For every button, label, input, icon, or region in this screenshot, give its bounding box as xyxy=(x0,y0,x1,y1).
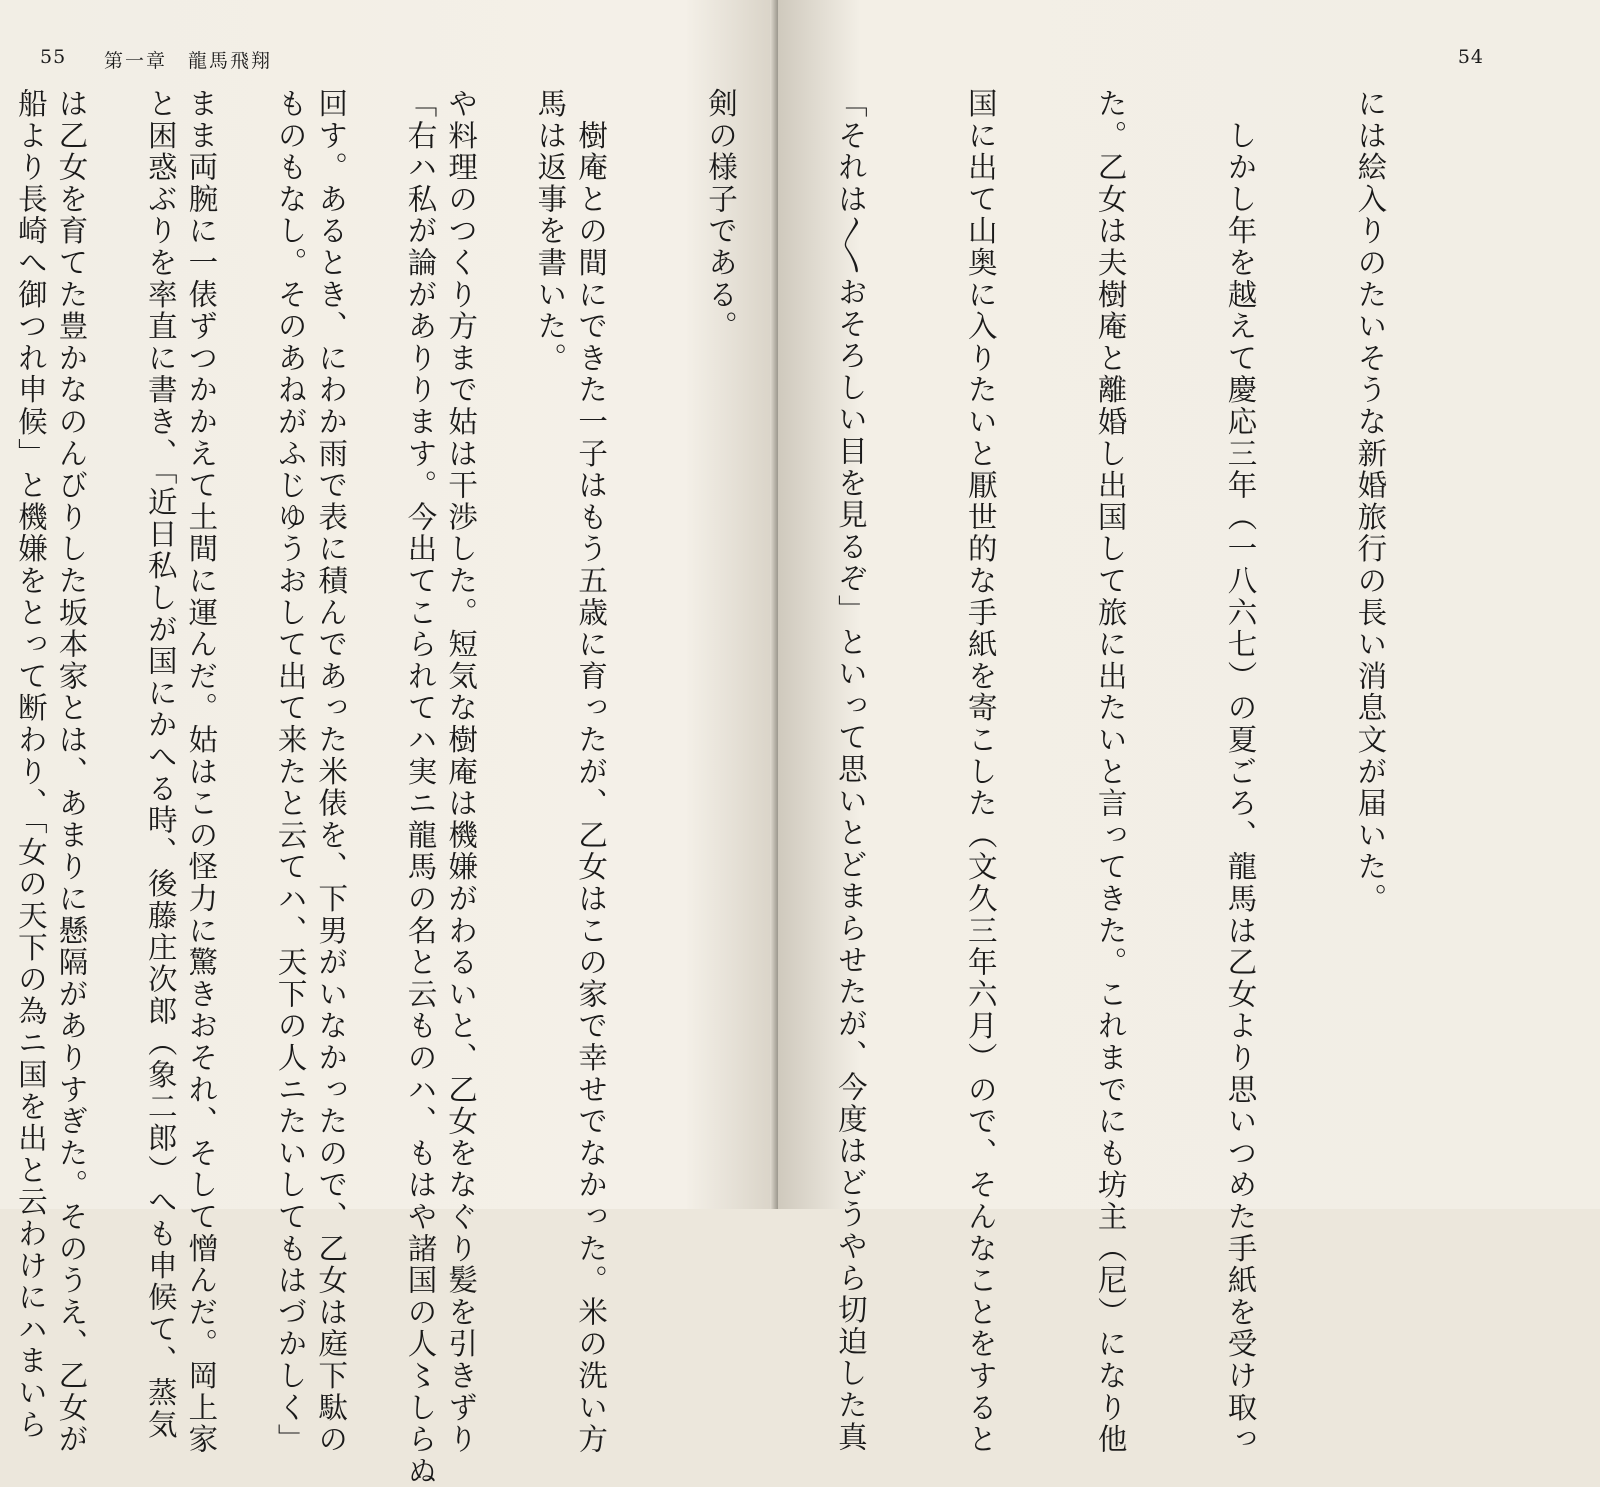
text-line: 馬は返事を書いた。 xyxy=(533,88,568,375)
text-line: 剣の様子である。 xyxy=(703,88,738,343)
text-line: 回す。あるとき、にわか雨で表に積んであった米俵を、下男がいなかったので、乙女は庭下駄の xyxy=(314,88,349,1456)
text-line: ものもなし。そのあねがふじゆうおして出て来たと云てハ、天下の人ニたいしてもはづかしく」 xyxy=(273,88,308,1456)
page-number: 54 xyxy=(1457,46,1484,68)
text-line: 国に出て山奥に入りたいと厭世的な手紙を寄こした（文久三年六月）ので、そんなことをすると xyxy=(963,88,998,1456)
page-number: 55 xyxy=(40,46,67,68)
text-line: 「それは〳〵おそろしい目を見るぞ」といって思いとどまらせたが、今度はどうやら切迫した真 xyxy=(833,88,868,1454)
text-line: は乙女を育てた豊かなのんびりした坂本家とは、あまりに懸隔がありすぎた。そのうえ、乙女が xyxy=(54,88,89,1456)
text-line: た。乙女は夫樹庵と離婚し出国して旅に出たいと言ってきた。これまでにも坊主（尼）になり他 xyxy=(1093,88,1128,1456)
text-line: には絵入りのたいそうな新婚旅行の長い消息文が届いた。 xyxy=(1353,88,1388,915)
text-line: 樹庵との間にできた一子はもう五歳に育ったが、乙女はこの家で幸せでなかった。米の洗い方 xyxy=(574,88,609,1456)
running-head: 第一章 龍馬飛翔 xyxy=(104,50,273,72)
text-line: と困惑ぶりを率直に書き、「近日私しが国にかへる時、後藤庄次郎（象二郎）へも申候て、蒸気 xyxy=(143,88,178,1441)
text-line: しかし年を越えて慶応三年（一八六七）の夏ごろ、龍馬は乙女より思いつめた手紙を受け取っ xyxy=(1223,88,1258,1456)
text-line: 「右ハ私が論がありります。今出てこられてハ実ニ龍馬の名と云ものハ、もはや諸国の人〻しらぬ xyxy=(403,88,438,1487)
text-line: や料理のつくり方まで姑は干渉した。短気な樹庵は機嫌がわるいと、乙女をなぐり髪を引きずり xyxy=(444,88,479,1456)
text-line: まま両腕に一俵ずつかかえて土間に運んだ。姑はこの怪力に驚きおそれ、そして憎んだ。岡上家 xyxy=(184,88,219,1456)
text-line: 船より長崎へ御つれ申候」と機嫌をとって断わり、「女の天下の為ニ国を出と云わけにハまいら xyxy=(13,88,48,1441)
